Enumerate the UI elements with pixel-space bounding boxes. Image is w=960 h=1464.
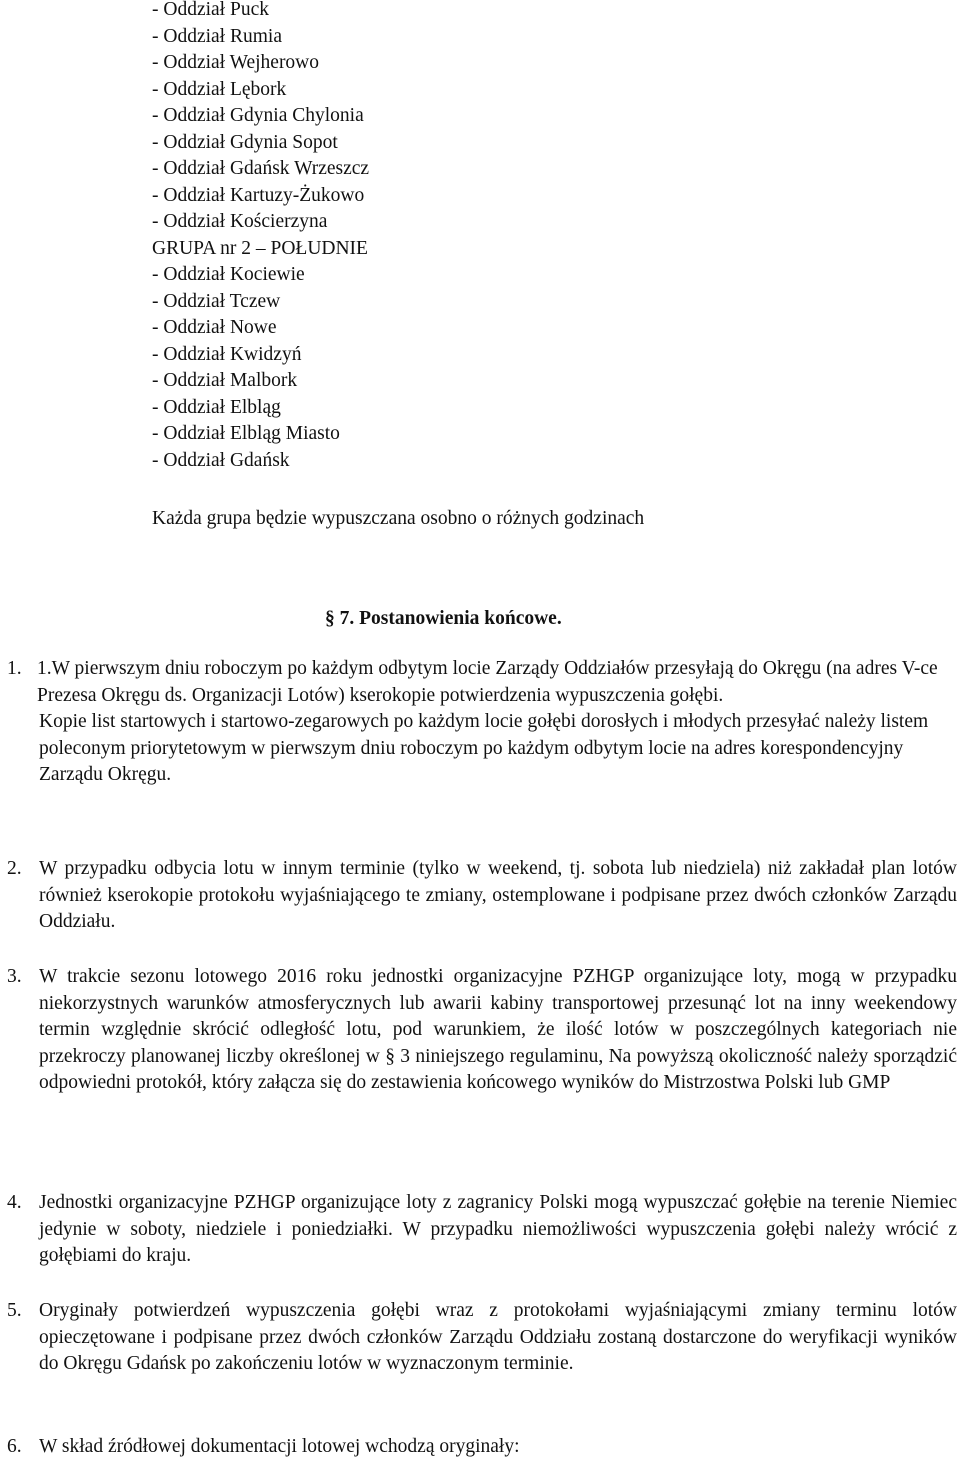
list-item: - Oddział Nowe [152,317,277,338]
point-text: W przypadku odbycia lotu w innym terminie (tylko w weekend, tj. sobota lub niedziela) niż zakładał plan lotów również kserokopie protokołu wyjaśniającego te zmiany, ostemplowane i podpisane przez dwóch członków Zarządu Oddziału. [39,858,957,932]
point-number: 1. [7,658,22,679]
point-number: 3. [7,966,22,987]
list-item: - Oddział Wejherowo [152,52,320,73]
point-number: 2. [7,858,22,879]
groups-summary: Każda grupa będzie wypuszczana osobno o różnych godzinach [152,508,645,529]
point-text: Kopie list startowych i startowo-zegarowych po każdym locie gołębi dorosłych i młodych przesyłać należy listem poleconym priorytetowym w pierwszym dniu roboczym po każdym odbytym locie na adres korespondencyjny Zarządu Okręgu. [39,711,929,785]
point-text: Jednostki organizacyjne PZHGP organizujące loty z zagranicy Polski mogą wypuszczać gołębie na terenie Niemiec jedynie w soboty, niedziele i poniedziałki. W przypadku niemożliwości wypuszczenia gołębi należy wrócić z gołębiami do kraju. [39,1192,957,1266]
numbered-point [7,1434,957,1461]
point-number: 5. [7,1300,22,1321]
point-text: 1.W pierwszym dniu roboczym po każdym odbytym locie Zarządy Oddziałów przesyłają do Okręgu (na adres V-ce Prezesa Okręgu ds. Organizacji Lotów) kserokopie potwierdzenia wypuszczenia gołębi. [37,658,938,706]
list-item: - Oddział Elbląg [152,396,281,418]
list-item: - Oddział Malbork [152,370,298,391]
numbered-point [7,1298,957,1378]
list-item: - Oddział Kartuzy-Żukowo [152,184,365,206]
list-item: - Oddział Rumia [152,25,282,47]
numbered-point [7,656,957,789]
list-item: - Oddział Puck [152,0,269,20]
point-text: W trakcie sezonu lotowego 2016 roku jednostki organizacyjne PZHGP organizujące loty, mogą w przypadku niekorzystnych warunków atmosferycznych lub awarii kabiny transportowej przesunąć lot na inny weekendowy termin względnie skrócić odległość lotu, pod warunkiem, że ilość lotów w poszczególnych kategoriach nie przekroczy planowanej liczby określonej w § 3 niniejszego regulaminu, Na powyższą okoliczność należy sporządzić odpowiedni protokół, który załącza się do zestawienia końcowego wyników do Mistrzostwa Polski lub GMP [39,966,957,1093]
list-item: - Oddział Gdynia Sopot [152,131,338,153]
list-item: - Oddział Kościerzyna [152,211,328,232]
point-number: 6. [7,1436,22,1457]
point-number: 4. [7,1192,22,1213]
section-heading: § 7. Postanowienia końcowe. [325,608,562,629]
list-item: - Oddział Elbląg Miasto [152,423,340,444]
list-item: - Oddział Kwidzyń [152,343,302,365]
branch-list [152,0,369,474]
list-item: - Oddział Tczew [152,290,281,312]
list-item: - Oddział Gdańsk [152,449,290,471]
list-item: - Oddział Lębork [152,78,287,100]
list-item: - Oddział Kociewie [152,264,305,285]
group-title: GRUPA nr 2 – POŁUDNIE [152,237,368,259]
numbered-point [7,964,957,1097]
list-item: - Oddział Gdynia Chylonia [152,105,364,126]
numbered-point [7,856,957,936]
numbered-point [7,1190,957,1270]
list-item: - Oddział Gdańsk Wrzeszcz [152,158,370,179]
point-text: W skład źródłowej dokumentacji lotowej wchodzą oryginały: [39,1436,520,1457]
point-text: Oryginały potwierdzeń wypuszczenia gołębi wraz z protokołami wyjaśniającymi zmiany terminu lotów opieczętowane i podpisane przez dwóch członków Zarządu Oddziału zostaną dostarczone do weryfikacji wyników do Okręgu Gdańsk po zakończeniu lotów w wyznaczonym terminie. [39,1300,957,1374]
